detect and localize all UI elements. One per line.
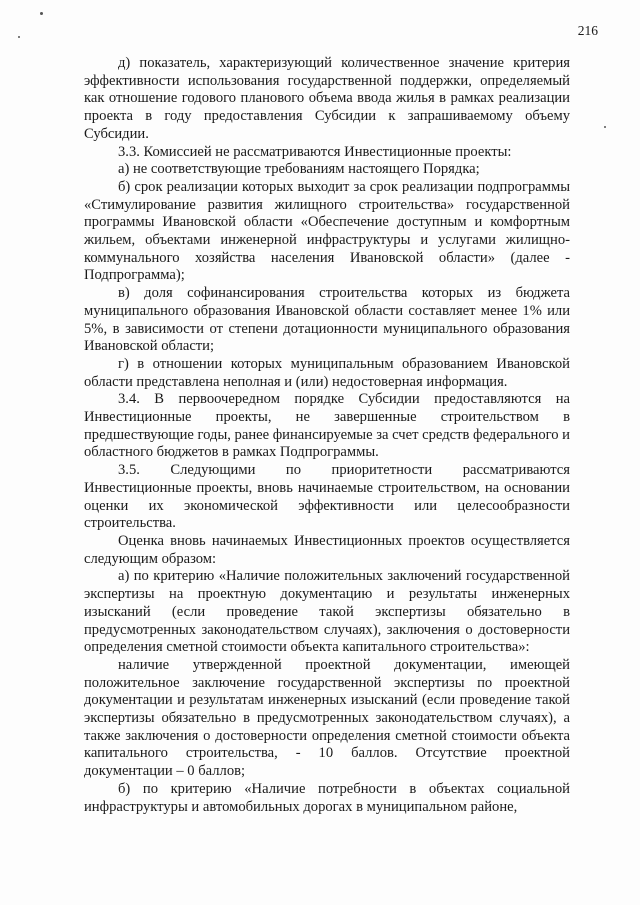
scan-speck (40, 12, 43, 15)
paragraph-3-3-v: в) доля софинансирования строительства которых из бюджета муниципального образования Ивановской области составляет менее 1% или 5%, в зависимости от степени дотационности муниципального образования Ивановской области; (84, 285, 570, 355)
paragraph-criterion-a: а) по критерию «Наличие положительных заключений государственной экспертизы на проектную документацию и результаты инженерных изысканий (если проведение такой экспертизы обязательно в предусмотренных законодательством случаях), заключения о достоверности определения сметной стоимости объекта капитального строительства»: (84, 568, 570, 656)
paragraph-3-5: 3.5. Следующими по приоритетности рассматриваются Инвестиционные проекты, вновь начинаемые строительством, на основании оценки их экономической эффективности или целесообразности строительства. (84, 462, 570, 532)
paragraph-evaluation-intro: Оценка вновь начинаемых Инвестиционных проектов осуществляется следующим образом: (84, 532, 570, 567)
scan-speck (604, 126, 606, 128)
page-number: 216 (577, 23, 598, 38)
document-body (84, 55, 570, 816)
paragraph-efficiency-indicator: д) показатель, характеризующий количественное значение критерия эффективности использования государственной поддержки, определяемый как отношение годового планового объема ввода жилья в рамках реализации проекта в году предоставления Субсидии к запрашиваемому объему Субсидии. (84, 55, 570, 142)
paragraph-3-3-a: а) не соответствующие требованиям настоящего Порядка; (118, 161, 480, 178)
paragraph-3-4: 3.4. В первоочередном порядке Субсидии предоставляются на Инвестиционные проекты, не завершенные строительством в предшествующие годы, ранее финансируемые за счет средств федерального и областного бюджетов в рамках Подпрограммы. (84, 391, 570, 461)
paragraph-criterion-b: б) по критерию «Наличие потребности в объектах социальной инфраструктуры и автомобильных дорогах в муниципальном районе, (84, 780, 570, 815)
paragraph-3-3-b: б) срок реализации которых выходит за срок реализации подпрограммы «Стимулирование развития жилищного строительства» государственной программы Ивановской области «Обеспечение доступным и комфортным жильем, объектами инженерной инфраструктуры и услугами жилищно-коммунального хозяйства населения Ивановской области» (далее - Подпрограмма); (84, 178, 570, 284)
scan-speck (18, 36, 20, 38)
paragraph-3-3-heading: 3.3. Комиссией не рассматриваются Инвестиционные проекты: (118, 143, 512, 160)
paragraph-criterion-a-scoring: наличие утвержденной проектной документации, имеющей положительное заключение государственной экспертизы по проектной документации и результатам инженерных изысканий (если проведение такой экспертизы обязательно в предусмотренных законодательством случаях), а также заключения о достоверности определения сметной стоимости объекта капитального строительства, - 10 баллов. Отсутствие проектной документации – 0 баллов; (84, 656, 570, 780)
paragraph-3-3-g: г) в отношении которых муниципальным образованием Ивановской области представлена неполная и (или) недостоверная информация. (84, 355, 570, 390)
